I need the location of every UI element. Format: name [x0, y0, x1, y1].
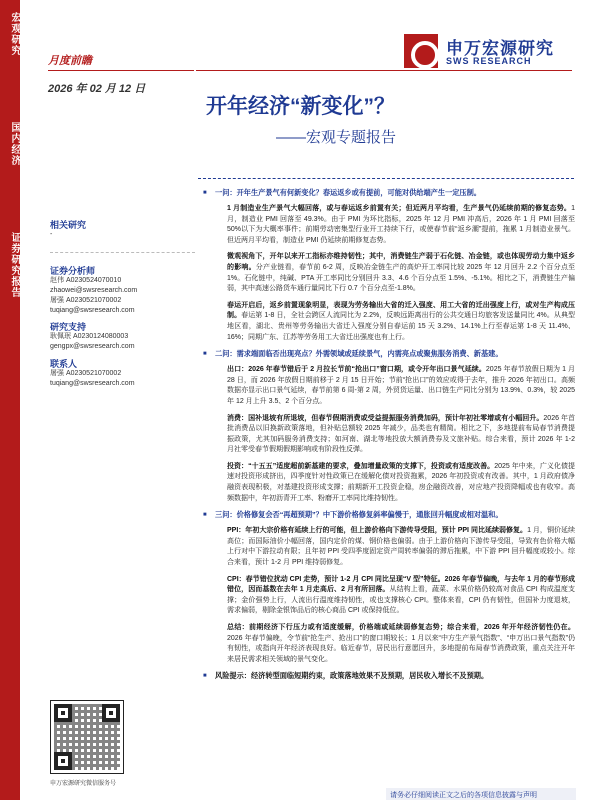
brand-logo — [404, 32, 574, 72]
section-heading-3: ■ 三问：价格修复会否“再超预期”？中下游价格修复斜率偏慢于，通胀回升幅度或相对温和。 — [203, 510, 575, 520]
title-divider — [198, 178, 574, 179]
footer-disclaimer: 请务必仔细阅读正文之后的各项信息披露与声明 — [390, 792, 537, 799]
paragraph-lead: 总结：前期经济下行压力或有适度缓解，价格端或延续弱修复态势；综合来看，2026 年开年经济韧性仍在。 — [227, 624, 575, 631]
report-date: 2026 年 02 月 12 日 — [48, 83, 146, 95]
logo-icon — [404, 34, 438, 68]
header-rule — [196, 70, 572, 71]
analyst-line: 赵伟 A0230524070010 — [50, 277, 122, 284]
qr-eye — [54, 752, 72, 770]
logo-cn-text: 申万宏源研究 — [446, 39, 554, 58]
paragraph — [227, 252, 575, 294]
paragraph-lead: 1 月制造业生产景气大幅回落，或与春运返乡前置有关；但近两月平均看，生产景气仍延续前期的修复态势。 — [227, 205, 572, 212]
paragraph — [227, 462, 575, 504]
paragraph-lead: 微观视角下，开年以来开工指标亦维持韧性；其中，消费链生产弱于石化链、冶金链，或也体现劳动力集中返乡的影响。 — [227, 253, 575, 271]
paragraph-lead: 春运开启后，返乡前置现象明显，表现为劳务输出大省的迁入强度、用工大省的迁出强度上行，或对生产构成压制。 — [227, 301, 575, 320]
paragraph — [227, 414, 575, 456]
risk-heading: ■ 风险提示：经济转型面临短期约束，政策落地效果不及预期，居民收入增长不及预期。 — [203, 671, 575, 681]
paragraph-text: 1 月，制造业 PMI 回落至 49.3%。由于 PMI 为环比指标，2025 年 12 月 PMI 冲高后，2026 年 1 月 PMI 回落至 50%以下为大概率事件；前期劳动密集型行业开工持续下行，或使春节前“返乡潮”提前，拖累 1 月制造业景气。但近两月平均看，制造业 PMI 仍延续前期修复态势。 — [227, 205, 575, 244]
qr-eye — [54, 704, 72, 722]
related-value: - — [50, 231, 53, 238]
sidebar-label-domestic: 国内经济 — [9, 122, 20, 166]
paragraph-text: 2025 年中来，广义化债提速对投资形成挤出，四季度针对性政策已在缓解化债对投资拖累，2026 年初投资或有改善。其中，1 月政府债净融资表现积极，对基建投资形成支撑；前期新开工投资企稳，房企融资改善，对应地产投资降幅或也有收窄。高频数据中，年初沥青开工率、粉磨开工率同比维持韧性。 — [227, 462, 575, 502]
qr-eye — [102, 704, 120, 722]
paragraph — [227, 301, 575, 343]
paragraph-lead: 消费：国补退坡有所退坡，但春节假期消费或受益提振服务消费加码，预计年初社零增或有小幅回升。 — [227, 414, 544, 422]
qr-code — [50, 700, 124, 774]
analyst-line[interactable]: zhaowei@swsresearch.com — [50, 287, 138, 294]
support-line: 耿佩珉 A0230124080003 — [50, 333, 129, 340]
analyst-line[interactable]: tuqiang@swsresearch.com — [50, 307, 135, 314]
paragraph-text: 1 月，铜价延续高位；而国际油价小幅回落，国内定价的煤、钢价格也偏弱。由于上游价格向下游传导受阻，导致有色价格大幅上行对中下游拉动有限；且年初 PPI 受四季度固定资产周转率偏弱的滞后拖累，中下游 PPI 回升幅度或较小。综合来看，预计 1-2 月 PPI 维持弱修复。 — [227, 527, 575, 567]
report-type: 月度前瞻 — [48, 55, 92, 67]
contact-line: 屠强 A0230521070002 — [50, 370, 122, 377]
paragraph-text: 2026 年首批消费品以旧换新政策落地，但补贴总额较 2025 年减少，品类也有精简。相比之下，多地提前布局春节消费提振政策，尤其加码服务消费支持；如河南、湖北等地投放大额消费券及文旅补贴。综合来看，预计 2026 年 1-2 月社零受春节假期假期影响或有阶段性反弹。 — [227, 414, 575, 454]
section-heading-1: ■ 一问：开年生产景气有何新变化？春运返乡或有提前，可能对供给端产生一定压制。 — [203, 188, 575, 198]
logo-en-text: SWS RESEARCH — [446, 56, 532, 66]
paragraph-text: 2025 年春节放假日期为 1 月 28 日，而 2026 年放假日期前移于 2 月 15 日开始；节前“抢出口”的效应或得于去年，推升 2026 年初出口。高频数据亦显示出口景气延续，春节前第 6 周-第 2 周，外贸货运量、出口链生产同比分别为 13.9%、0.3%，较 2025 年 12 月上升 3.5、2 个百分点。 — [227, 366, 575, 405]
analyst-line: 屠强 A0230521070002 — [50, 297, 122, 304]
paragraph-lead: 出口：2026 年春节错后于 2 月拉长节前“抢出口”窗口期，或令开年出口景气延续。 — [227, 366, 486, 374]
paragraph-lead: PPI：年初大宗价格有延续上行的可能，但上游价格向下游传导受阻，预计 PPI 同比延续弱修复。 — [227, 527, 528, 535]
sidebar-label-macro: 宏观研究 — [9, 12, 20, 56]
related-heading: 相关研究 — [50, 220, 87, 230]
paragraph — [227, 526, 575, 568]
paragraph-text: 春运第 1-8 日，全社会跨区人流同比为 2.2%，反映远距离出行的公共交通日均旅客发送量同比 4%。从典型地区看，湖北、贵州等劳务输出大省迁入强度分别自春运前 15 天 3.2%、14.1%上行至春运第 1-8 天 11.4%、16%；同期广东、江苏等劳务用工大省迁出强度也有上行。 — [227, 312, 576, 341]
paragraph-lead: 投资：“十五五”适度超前新基建的要求，叠加增量政策的支撑下，投资或有适度改善。 — [227, 462, 495, 470]
contact-heading: 联系人 — [50, 359, 78, 369]
paragraph-text: 从结构上看，蔬菜、水果价格仍较高对食品 CPI 构成温度支撑；金价强势上行，人流出行温度维持韧性，或也支撑核心 CPI。整体来看，CPI 仍有韧性，但国补力度退坡，需求偏弱，剔除金银饰品后的核心商品 CPI 或保持低位。 — [227, 586, 576, 615]
section-heading-2: ■ 二问：需求端面临否出现亮点？外需领域或延续景气，内需亮点或聚焦服务消费、新基建。 — [203, 349, 575, 359]
header-rule-left — [48, 70, 194, 71]
paragraph-text: 2026 年春节偏晚，令节前“抢生产、抢出口”的窗口期较长；1 月以来“中方生产景气指数”、“申万出口景气指数”仍有韧性，或指向开年经济表现良好。临近春节，居民出行意愿回升，多地提前布局春节消费政策，重点关注开年来居民需求相关领域的景气变化。 — [227, 634, 575, 663]
sidebar-label-report: 证券研究报告 — [9, 232, 20, 298]
report-body — [203, 188, 575, 687]
paragraph-text: 分产业链看，春节前 6-2 周，反映冶金链生产的高炉开工率同比较 2025 年 12 月回升 2.2 个百分点至 1%。石化链中，纯碱、PTA 开工率同比分别回升 3.3、4.6 个百分点至 1.5%、-5.1%。相比之下，消费链生产偏弱，其中高速公路货车通行量同比下行 0.7 个百分点至-1.8%。 — [227, 263, 576, 293]
paragraph-lead: CPI：春节错位扰动 CPI 走势，预计 1-2 月 CPI 同比呈现“V 型”特征。2026 年春节偏晚，与去年 1 月的春节形成错位，因而基数在去年 1 月走高后、2 月有所回落。 — [227, 575, 575, 594]
support-heading: 研究支持 — [50, 322, 87, 332]
paragraph — [227, 575, 575, 617]
paragraph — [227, 365, 575, 407]
left-divider — [50, 252, 195, 253]
page-subtitle: ——宏观专题报告 — [276, 129, 397, 146]
contact-line[interactable]: tuqiang@swsresearch.com — [50, 380, 135, 387]
sidebar-band — [0, 0, 20, 800]
support-line[interactable]: gengpx@swsresearch.com — [50, 343, 135, 350]
page-title: 开年经济“新变化”？ — [206, 95, 395, 118]
paragraph — [227, 204, 575, 246]
qr-caption: 申万宏源研究微信服务号 — [50, 781, 117, 787]
analyst-heading: 证券分析师 — [50, 266, 96, 276]
paragraph — [227, 623, 575, 665]
